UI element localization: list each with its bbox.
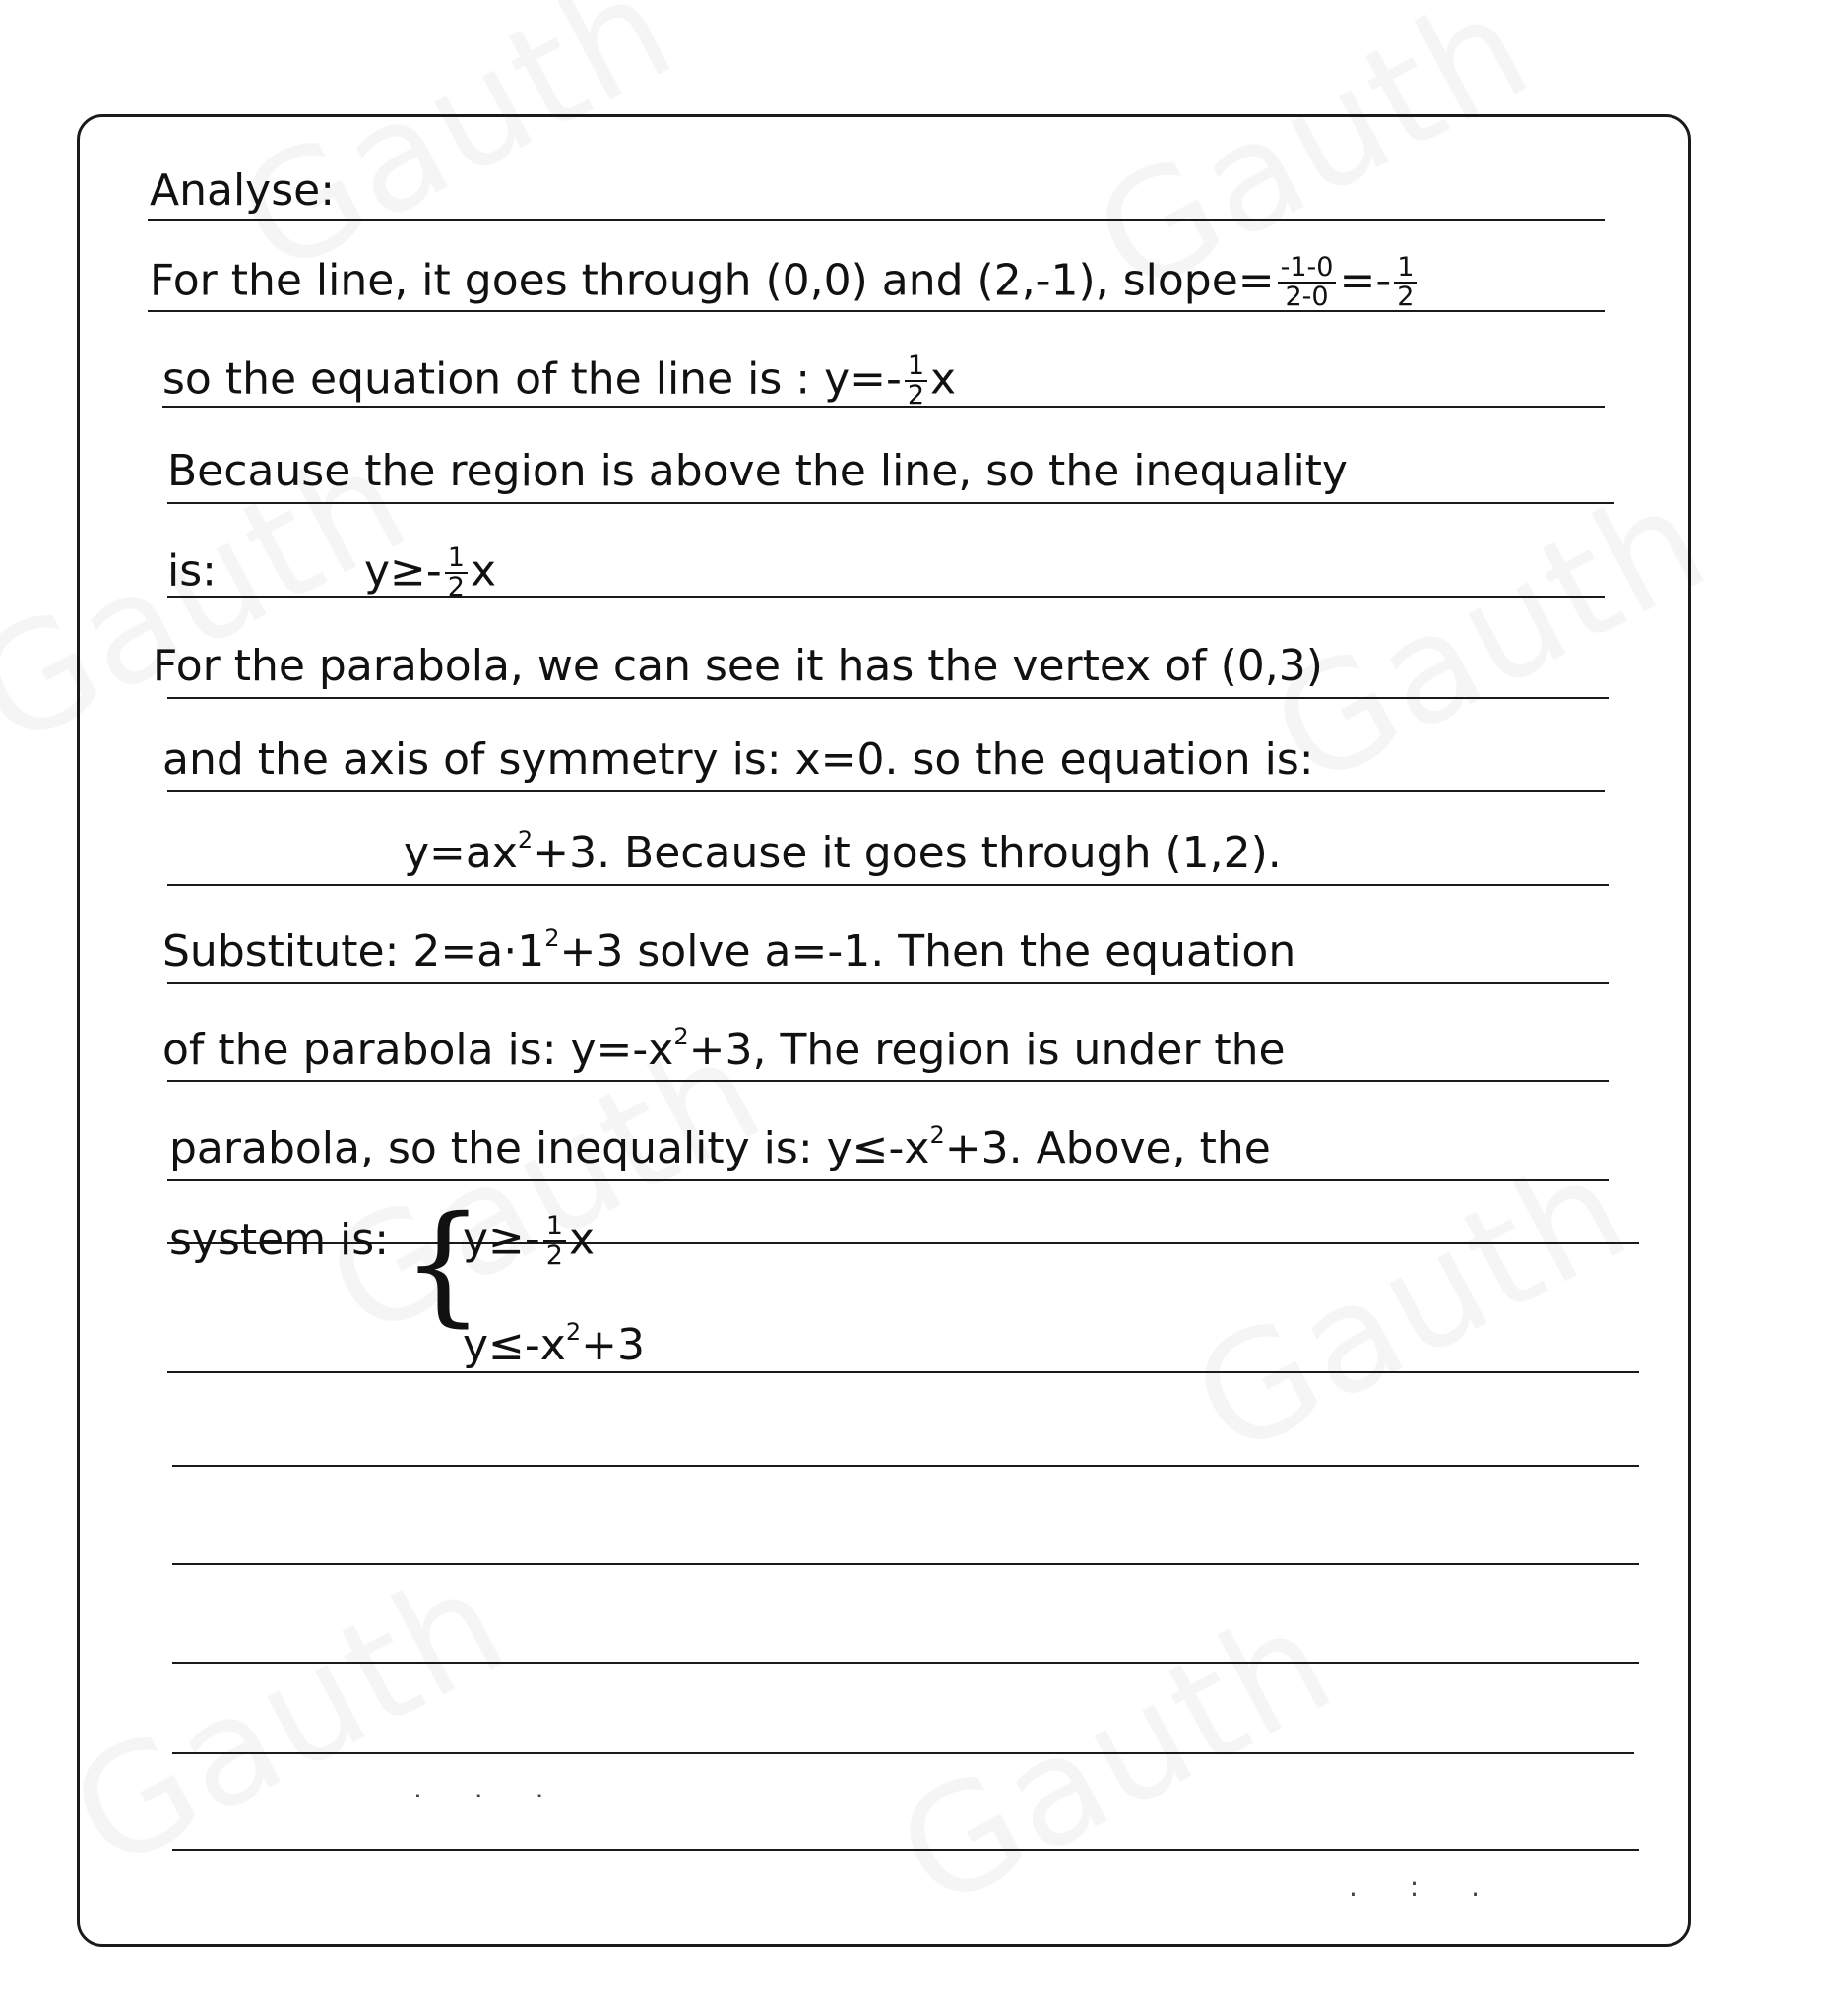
fraction-numerator: -1-0 bbox=[1278, 254, 1337, 284]
ruled-line bbox=[167, 884, 1609, 886]
half-fraction bbox=[905, 352, 927, 410]
exponent: 2 bbox=[565, 1318, 582, 1346]
text-line-9 bbox=[162, 1023, 1286, 1075]
fraction-numerator: 1 bbox=[445, 544, 468, 574]
system-brace: { bbox=[402, 1188, 484, 1340]
half-fraction bbox=[1394, 254, 1417, 312]
line-text: +3 solve a=-1. Then the equation bbox=[559, 926, 1296, 976]
ruled-line bbox=[167, 697, 1609, 699]
line-text: y≥- bbox=[363, 545, 442, 597]
ruled-line bbox=[167, 1080, 1609, 1082]
half-fraction bbox=[445, 544, 468, 602]
ruled-line bbox=[167, 502, 1614, 504]
exponent: 2 bbox=[517, 826, 534, 853]
stray-dots: . : . bbox=[1349, 1870, 1502, 1903]
line-text: y≤-x bbox=[463, 1320, 566, 1370]
fraction-denominator: 2 bbox=[545, 1240, 563, 1272]
fraction-denominator: 2 bbox=[1397, 282, 1415, 313]
text-line-10 bbox=[169, 1121, 1271, 1173]
line-text: =- bbox=[1339, 255, 1392, 306]
line-text: is: bbox=[167, 545, 217, 597]
system-equation-1 bbox=[463, 1213, 595, 1271]
ruled-line bbox=[167, 982, 1609, 984]
line-text: parabola, so the inequality is: y≤-x bbox=[169, 1123, 930, 1173]
slope-fraction bbox=[1278, 254, 1337, 312]
exponent: 2 bbox=[673, 1023, 689, 1050]
fraction-denominator: 2 bbox=[907, 380, 925, 411]
fraction-denominator: 2-0 bbox=[1285, 282, 1329, 313]
line-text: +3. Because it goes through (1,2). bbox=[533, 828, 1282, 878]
ruled-line bbox=[172, 1563, 1639, 1565]
heading-analyse: Analyse: bbox=[150, 165, 336, 216]
exponent: 2 bbox=[929, 1121, 945, 1149]
ruled-line bbox=[172, 1752, 1634, 1754]
line-text: Substitute: 2=a·1 bbox=[162, 926, 545, 976]
text-line-8 bbox=[162, 924, 1296, 976]
system-label: system is: bbox=[169, 1215, 390, 1265]
ruled-line bbox=[167, 1371, 1639, 1373]
ruled-line bbox=[172, 1465, 1639, 1467]
line-text: y≥- bbox=[463, 1214, 540, 1265]
text-line-3: Because the region is above the line, so the inequality bbox=[167, 446, 1348, 496]
line-text: For the line, it goes through (0,0) and (2,-1), slope= bbox=[150, 255, 1275, 306]
ruled-line bbox=[172, 1849, 1639, 1851]
line-text: +3 bbox=[581, 1320, 645, 1370]
line-text: +3. Above, the bbox=[944, 1123, 1271, 1173]
line-text: of the parabola is: y=-x bbox=[162, 1025, 674, 1075]
text-line-2 bbox=[162, 352, 956, 410]
fraction-numerator: 1 bbox=[905, 352, 927, 382]
fraction-numerator: 1 bbox=[1394, 254, 1417, 284]
line-text: x bbox=[930, 353, 957, 405]
text-line-1 bbox=[150, 254, 1420, 312]
exponent: 2 bbox=[544, 924, 560, 952]
ruled-line bbox=[167, 790, 1605, 792]
half-fraction bbox=[543, 1213, 566, 1271]
text-line-6: and the axis of symmetry is: x=0. so the equation is: bbox=[162, 734, 1314, 785]
system-equation-2 bbox=[463, 1318, 645, 1370]
text-line-4 bbox=[167, 544, 496, 602]
line-text: x bbox=[470, 545, 497, 597]
fraction-numerator: 1 bbox=[543, 1213, 566, 1242]
line-text: y=ax bbox=[404, 828, 518, 878]
line-text: so the equation of the line is : y=- bbox=[162, 353, 902, 405]
text-line-5: For the parabola, we can see it has the vertex of (0,3) bbox=[153, 641, 1323, 691]
line-text: +3, The region is under the bbox=[688, 1025, 1286, 1075]
line-text: x bbox=[568, 1214, 596, 1265]
ruled-line bbox=[167, 1179, 1609, 1181]
fraction-denominator: 2 bbox=[447, 572, 465, 603]
stray-dots: . . . bbox=[413, 1772, 566, 1804]
ruled-line bbox=[172, 1662, 1639, 1664]
ruled-line bbox=[148, 219, 1605, 220]
text-line-7 bbox=[404, 826, 1282, 878]
